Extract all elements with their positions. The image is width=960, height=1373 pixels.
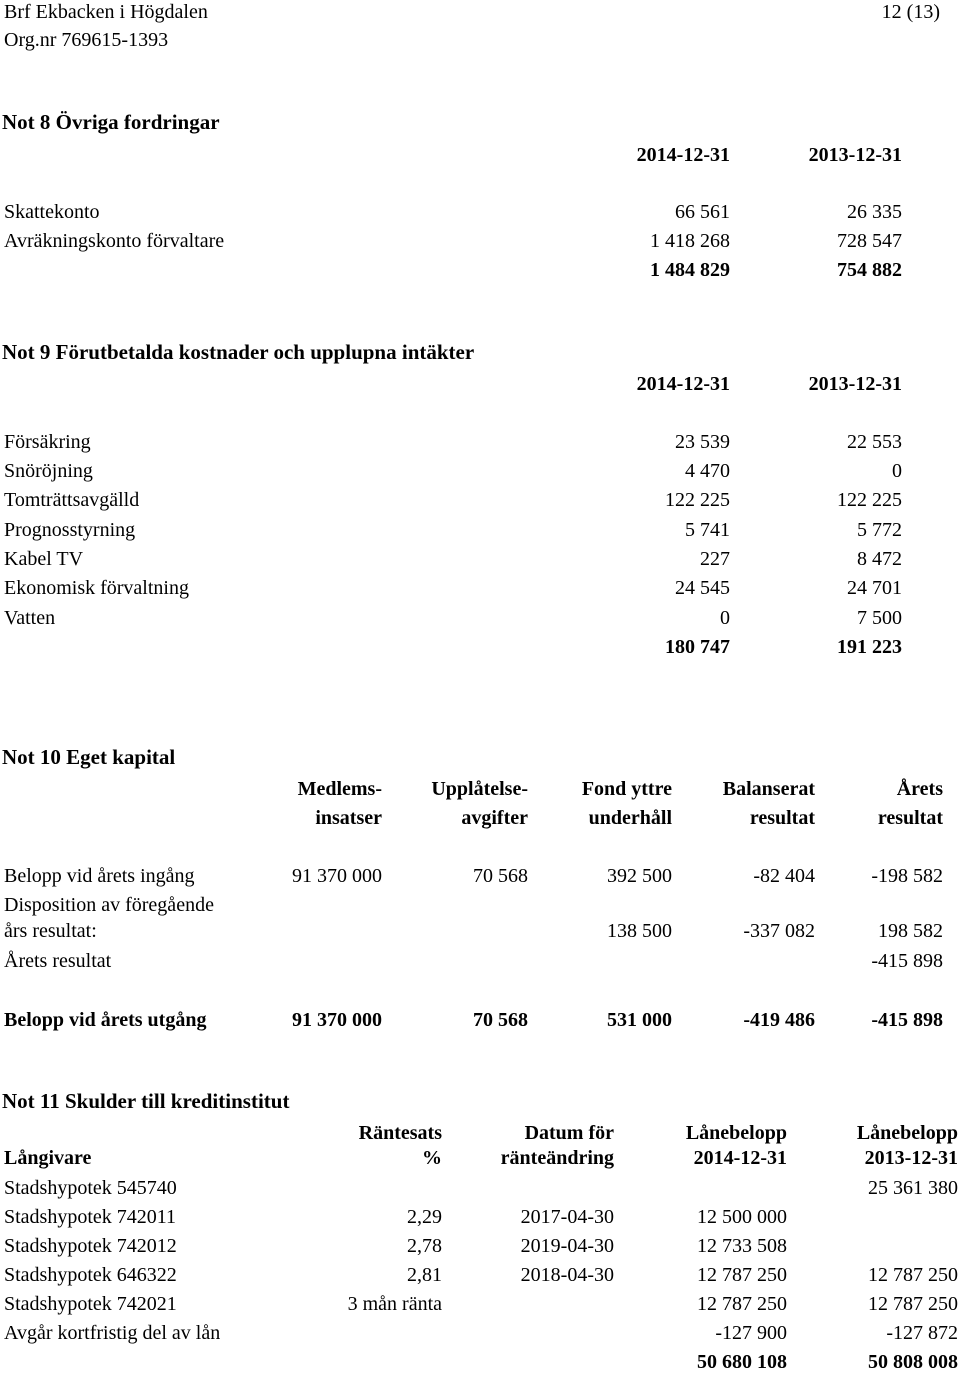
cell: 91 370 000	[292, 865, 382, 887]
row-label: Avräkningskonto förvaltare	[4, 230, 225, 252]
note8-total-2013: 754 882	[837, 259, 902, 281]
cell: -419 486	[743, 1009, 815, 1031]
row-label: Prognosstyrning	[4, 519, 136, 541]
value-2014: 227	[700, 548, 730, 570]
value-2014: 66 561	[675, 201, 730, 223]
cell: 70 568	[473, 1009, 528, 1031]
cell: 2017-04-30	[520, 1206, 614, 1228]
note11-total-2013: 50 808 008	[868, 1351, 958, 1373]
note8-col1-header: 2014-12-31	[636, 144, 730, 166]
row-label: Belopp vid årets utgång	[4, 1009, 207, 1031]
cell: 70 568	[473, 865, 528, 887]
value-2013: 122 225	[837, 489, 902, 511]
value-2013: 8 472	[857, 548, 902, 570]
value-2013: 22 553	[847, 431, 902, 453]
note9-col2-header: 2013-12-31	[808, 373, 902, 395]
note9-total-2014: 180 747	[665, 636, 730, 658]
value-2014: 0	[720, 607, 730, 629]
value-2013: 728 547	[837, 230, 902, 252]
col-header: Datum för	[524, 1122, 614, 1144]
cell: 12 500 000	[697, 1206, 787, 1228]
row-label: Årets resultat	[4, 950, 112, 972]
col-header: 2014-12-31	[693, 1147, 787, 1169]
col-header: %	[422, 1147, 442, 1169]
value-2014: 24 545	[675, 577, 730, 599]
cell: 198 582	[878, 920, 943, 942]
cell: 25 361 380	[868, 1177, 958, 1199]
value-2013: 24 701	[847, 577, 902, 599]
note9-title: Not 9 Förutbetalda kostnader och upplupna intäkter	[2, 340, 475, 364]
cell: -415 898	[871, 1009, 943, 1031]
col-header: resultat	[749, 807, 815, 829]
col-header: resultat	[877, 807, 943, 829]
col-header: avgifter	[461, 807, 528, 829]
cell: -127 900	[715, 1322, 787, 1344]
col-header: Långivare	[4, 1147, 92, 1169]
cell: 91 370 000	[292, 1009, 382, 1031]
col-header: ränteändring	[500, 1147, 614, 1169]
org-number: Org.nr 769615-1393	[4, 29, 169, 51]
row-label: Avgår kortfristig del av lån	[4, 1322, 221, 1344]
cell: 531 000	[607, 1009, 672, 1031]
cell: 12 787 250	[697, 1293, 787, 1315]
col-header: Medlems-	[297, 778, 382, 800]
cell: 392 500	[607, 865, 672, 887]
row-label: års resultat:	[4, 920, 97, 942]
row-label: Kabel TV	[4, 548, 84, 570]
cell: -415 898	[871, 950, 943, 972]
row-label: Stadshypotek 742021	[4, 1293, 177, 1315]
cell: 2,81	[407, 1264, 442, 1286]
row-label: Stadshypotek 742012	[4, 1235, 177, 1257]
row-label: Vatten	[4, 607, 56, 629]
col-header: Årets	[896, 778, 943, 800]
value-2013: 7 500	[857, 607, 902, 629]
cell: 3 mån ränta	[347, 1293, 442, 1315]
col-header: 2013-12-31	[864, 1147, 958, 1169]
note11-title: Not 11 Skulder till kreditinstitut	[2, 1089, 290, 1113]
cell: -127 872	[886, 1322, 958, 1344]
row-label: Disposition av föregående	[4, 894, 214, 916]
note11-total-2014: 50 680 108	[697, 1351, 787, 1373]
row-label: Snöröjning	[4, 460, 93, 482]
cell: 2018-04-30	[520, 1264, 614, 1286]
page-number: 12 (13)	[881, 1, 940, 23]
value-2014: 23 539	[675, 431, 730, 453]
col-header: Lånebelopp	[856, 1122, 958, 1144]
value-2013: 0	[892, 460, 902, 482]
row-label: Skattekonto	[4, 201, 100, 223]
note9-col1-header: 2014-12-31	[636, 373, 730, 395]
col-header: Upplåtelse-	[431, 778, 528, 800]
note8-col2-header: 2013-12-31	[808, 144, 902, 166]
cell: 12 787 250	[868, 1293, 958, 1315]
row-label: Stadshypotek 742011	[4, 1206, 177, 1228]
cell: 12 787 250	[868, 1264, 958, 1286]
row-label: Tomträttsavgälld	[4, 489, 140, 511]
col-header: insatser	[315, 807, 382, 829]
col-header: Lånebelopp	[685, 1122, 787, 1144]
row-label: Försäkring	[4, 431, 91, 453]
value-2014: 5 741	[685, 519, 730, 541]
value-2014: 4 470	[685, 460, 730, 482]
col-header: underhåll	[588, 807, 672, 829]
cell: -198 582	[871, 865, 943, 887]
value-2013: 26 335	[847, 201, 902, 223]
cell: 12 733 508	[697, 1235, 787, 1257]
value-2014: 1 418 268	[650, 230, 730, 252]
cell: 2,78	[407, 1235, 442, 1257]
col-header: Räntesats	[358, 1122, 442, 1144]
row-label: Ekonomisk förvaltning	[4, 577, 189, 599]
col-header: Balanserat	[722, 778, 815, 800]
cell: -82 404	[753, 865, 815, 887]
cell: 12 787 250	[697, 1264, 787, 1286]
value-2014: 122 225	[665, 489, 730, 511]
value-2013: 5 772	[857, 519, 902, 541]
note9-total-2013: 191 223	[837, 636, 902, 658]
cell: 2019-04-30	[520, 1235, 614, 1257]
note8-title: Not 8 Övriga fordringar	[2, 110, 220, 134]
note8-total-2014: 1 484 829	[650, 259, 730, 281]
cell: 2,29	[407, 1206, 442, 1228]
row-label: Belopp vid årets ingång	[4, 865, 195, 887]
org-name: Brf Ekbacken i Högdalen	[4, 1, 208, 23]
note10-title: Not 10 Eget kapital	[2, 745, 176, 769]
row-label: Stadshypotek 646322	[4, 1264, 177, 1286]
col-header: Fond yttre	[581, 778, 672, 800]
cell: 138 500	[607, 920, 672, 942]
cell: -337 082	[743, 920, 815, 942]
row-label: Stadshypotek 545740	[4, 1177, 177, 1199]
